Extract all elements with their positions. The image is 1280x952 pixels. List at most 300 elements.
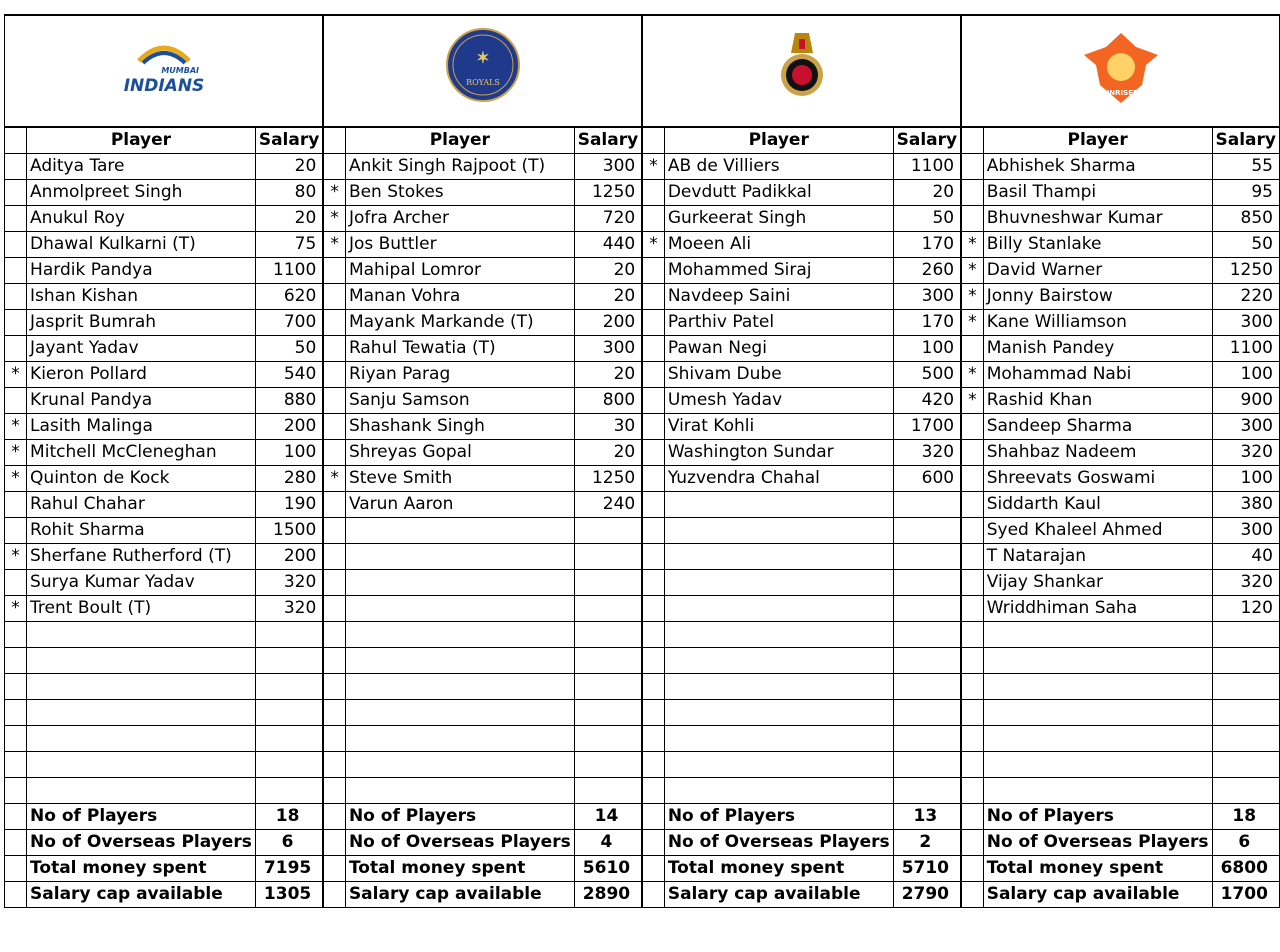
player-name: Manish Pandey <box>983 336 1212 362</box>
player-salary <box>893 518 961 544</box>
player-name: Ben Stokes <box>345 180 574 206</box>
player-name <box>345 778 574 804</box>
overseas-marker <box>642 310 664 336</box>
player-salary: 80 <box>255 180 323 206</box>
overseas-marker <box>323 284 345 310</box>
player-salary: 380 <box>1212 492 1280 518</box>
player-name <box>345 622 574 648</box>
overseas-marker <box>323 492 345 518</box>
player-salary: 320 <box>255 596 323 622</box>
salary-column-header: Salary <box>255 127 323 154</box>
player-name: Jonny Bairstow <box>983 284 1212 310</box>
player-name: David Warner <box>983 258 1212 284</box>
logo-row <box>5 15 1280 127</box>
overseas-marker <box>642 726 664 752</box>
total-money-spent-label: Total money spent <box>345 856 574 882</box>
overseas-marker: * <box>5 596 27 622</box>
overseas-marker <box>642 752 664 778</box>
player-name: Shashank Singh <box>345 414 574 440</box>
overseas-marker <box>5 518 27 544</box>
overseas-marker <box>961 570 983 596</box>
player-salary: 190 <box>255 492 323 518</box>
summary-blank <box>5 856 27 882</box>
overseas-count-label: No of Overseas Players <box>345 830 574 856</box>
overseas-marker <box>642 440 664 466</box>
player-name: Wriddhiman Saha <box>983 596 1212 622</box>
player-name: Navdeep Saini <box>664 284 893 310</box>
player-name: Hardik Pandya <box>27 258 256 284</box>
player-name: T Natarajan <box>983 544 1212 570</box>
overseas-marker <box>323 570 345 596</box>
player-name: Ishan Kishan <box>27 284 256 310</box>
svg-text:MUMBAI: MUMBAI <box>160 66 199 75</box>
player-salary <box>1212 726 1280 752</box>
player-row <box>5 544 1280 570</box>
header-star-cell <box>961 127 983 154</box>
header-star-cell <box>323 127 345 154</box>
salary-column-header: Salary <box>574 127 642 154</box>
overseas-marker <box>323 336 345 362</box>
overseas-marker <box>642 388 664 414</box>
player-salary <box>1212 674 1280 700</box>
overseas-marker <box>642 206 664 232</box>
player-salary: 50 <box>255 336 323 362</box>
overseas-marker <box>642 570 664 596</box>
player-salary: 75 <box>255 232 323 258</box>
player-name <box>664 674 893 700</box>
summary-blank <box>642 804 664 830</box>
player-name <box>983 674 1212 700</box>
player-name <box>345 700 574 726</box>
player-salary: 600 <box>893 466 961 492</box>
player-name: Umesh Yadav <box>664 388 893 414</box>
overseas-marker <box>642 518 664 544</box>
player-salary: 50 <box>1212 232 1280 258</box>
player-salary: 100 <box>1212 466 1280 492</box>
player-name: Krunal Pandya <box>27 388 256 414</box>
player-salary: 220 <box>1212 284 1280 310</box>
player-name: Gurkeerat Singh <box>664 206 893 232</box>
overseas-marker <box>323 154 345 180</box>
player-salary <box>893 648 961 674</box>
overseas-marker <box>5 622 27 648</box>
player-row <box>5 310 1280 336</box>
player-salary <box>1212 622 1280 648</box>
player-salary <box>574 778 642 804</box>
player-name <box>983 648 1212 674</box>
player-name: Lasith Malinga <box>27 414 256 440</box>
overseas-marker: * <box>642 154 664 180</box>
player-name: Shahbaz Nadeem <box>983 440 1212 466</box>
player-name <box>664 752 893 778</box>
player-salary: 1250 <box>574 466 642 492</box>
player-row <box>5 492 1280 518</box>
overseas-marker <box>961 674 983 700</box>
player-name: Virat Kohli <box>664 414 893 440</box>
player-salary: 20 <box>574 258 642 284</box>
overseas-marker <box>642 336 664 362</box>
svg-text:SUNRISERS: SUNRISERS <box>1098 89 1143 97</box>
player-salary <box>893 544 961 570</box>
player-salary <box>574 622 642 648</box>
player-name <box>983 778 1212 804</box>
player-salary <box>893 752 961 778</box>
overseas-marker <box>5 700 27 726</box>
player-name: Pawan Negi <box>664 336 893 362</box>
overseas-marker <box>5 570 27 596</box>
player-name: Siddarth Kaul <box>983 492 1212 518</box>
player-row <box>5 154 1280 180</box>
player-salary: 50 <box>893 206 961 232</box>
overseas-marker <box>323 648 345 674</box>
royal-challengers-logo-icon <box>757 25 847 109</box>
overseas-marker <box>323 726 345 752</box>
player-name <box>27 674 256 700</box>
player-name: Moeen Ali <box>664 232 893 258</box>
salary-column-header: Salary <box>1212 127 1280 154</box>
player-salary: 540 <box>255 362 323 388</box>
salary-cap-available-value: 1700 <box>1212 882 1280 908</box>
player-row <box>5 440 1280 466</box>
player-row <box>5 336 1280 362</box>
summary-blank <box>5 804 27 830</box>
svg-text:ROYALS: ROYALS <box>465 78 500 87</box>
player-salary: 260 <box>893 258 961 284</box>
overseas-count-value: 6 <box>1212 830 1280 856</box>
player-name <box>27 778 256 804</box>
player-salary: 1100 <box>1212 336 1280 362</box>
player-name: Kieron Pollard <box>27 362 256 388</box>
overseas-marker: * <box>961 258 983 284</box>
player-name <box>345 596 574 622</box>
player-name: Parthiv Patel <box>664 310 893 336</box>
player-salary: 30 <box>574 414 642 440</box>
player-name: Mahipal Lomror <box>345 258 574 284</box>
player-name: Washington Sundar <box>664 440 893 466</box>
player-name: Mitchell McCleneghan <box>27 440 256 466</box>
overseas-count-value: 2 <box>893 830 961 856</box>
overseas-marker <box>642 778 664 804</box>
player-count-label: No of Players <box>664 804 893 830</box>
overseas-marker <box>642 700 664 726</box>
player-salary: 20 <box>574 440 642 466</box>
player-salary <box>574 752 642 778</box>
player-salary: 200 <box>255 544 323 570</box>
player-name: Rohit Sharma <box>27 518 256 544</box>
player-row <box>5 674 1280 700</box>
overseas-marker: * <box>961 232 983 258</box>
team-logo-cell <box>642 15 961 127</box>
player-salary: 720 <box>574 206 642 232</box>
player-name: Quinton de Kock <box>27 466 256 492</box>
player-column-header: Player <box>664 127 893 154</box>
overseas-count-value: 4 <box>574 830 642 856</box>
overseas-marker <box>5 180 27 206</box>
team-logo-cell <box>5 15 324 127</box>
summary-blank <box>961 804 983 830</box>
player-name: Basil Thampi <box>983 180 1212 206</box>
player-count-value: 18 <box>255 804 323 830</box>
overseas-marker <box>5 258 27 284</box>
summary-blank <box>642 856 664 882</box>
overseas-marker <box>642 544 664 570</box>
salary-cap-available-label: Salary cap available <box>27 882 256 908</box>
overseas-marker <box>323 622 345 648</box>
overseas-marker: * <box>961 362 983 388</box>
player-salary: 100 <box>893 336 961 362</box>
player-name: Varun Aaron <box>345 492 574 518</box>
player-salary <box>574 726 642 752</box>
player-count-label: No of Players <box>345 804 574 830</box>
player-row <box>5 362 1280 388</box>
summary-row-overseas-count <box>5 830 1280 856</box>
player-name: Jos Buttler <box>345 232 574 258</box>
player-salary <box>574 596 642 622</box>
summary-blank <box>961 856 983 882</box>
player-count-value: 13 <box>893 804 961 830</box>
player-salary: 55 <box>1212 154 1280 180</box>
svg-text:INDIANS: INDIANS <box>123 76 204 96</box>
overseas-marker <box>323 440 345 466</box>
player-row <box>5 778 1280 804</box>
overseas-marker: * <box>5 544 27 570</box>
overseas-marker <box>5 336 27 362</box>
overseas-marker <box>961 414 983 440</box>
overseas-marker <box>323 544 345 570</box>
overseas-marker <box>5 778 27 804</box>
player-salary: 300 <box>574 336 642 362</box>
overseas-marker <box>961 622 983 648</box>
player-row <box>5 258 1280 284</box>
player-column-header: Player <box>345 127 574 154</box>
player-count-label: No of Players <box>27 804 256 830</box>
player-salary: 170 <box>893 310 961 336</box>
player-name <box>345 752 574 778</box>
overseas-marker <box>642 258 664 284</box>
overseas-marker <box>961 492 983 518</box>
header-star-cell <box>642 127 664 154</box>
player-name: Trent Boult (T) <box>27 596 256 622</box>
player-salary <box>255 648 323 674</box>
total-money-spent-value: 5710 <box>893 856 961 882</box>
overseas-count-label: No of Overseas Players <box>664 830 893 856</box>
player-salary: 100 <box>255 440 323 466</box>
player-name <box>664 570 893 596</box>
player-salary <box>255 726 323 752</box>
overseas-marker: * <box>323 206 345 232</box>
overseas-marker <box>642 414 664 440</box>
player-salary: 1500 <box>255 518 323 544</box>
player-name: Anmolpreet Singh <box>27 180 256 206</box>
player-row <box>5 232 1280 258</box>
overseas-marker <box>5 648 27 674</box>
player-name <box>345 570 574 596</box>
player-name <box>345 648 574 674</box>
player-row <box>5 596 1280 622</box>
player-name: Rahul Tewatia (T) <box>345 336 574 362</box>
player-name <box>983 752 1212 778</box>
player-row <box>5 180 1280 206</box>
player-salary <box>893 674 961 700</box>
overseas-marker <box>323 700 345 726</box>
summary-blank <box>5 882 27 908</box>
player-salary: 300 <box>574 154 642 180</box>
rajasthan-royals-logo-icon <box>438 25 528 109</box>
player-name: Rahul Chahar <box>27 492 256 518</box>
player-salary: 100 <box>1212 362 1280 388</box>
player-count-label: No of Players <box>983 804 1212 830</box>
player-name: Rashid Khan <box>983 388 1212 414</box>
player-name: Mohammed Siraj <box>664 258 893 284</box>
player-salary: 320 <box>1212 570 1280 596</box>
salary-cap-available-value: 2790 <box>893 882 961 908</box>
player-salary: 620 <box>255 284 323 310</box>
player-name: Syed Khaleel Ahmed <box>983 518 1212 544</box>
team-logo <box>119 25 209 117</box>
summary-row-player-count <box>5 804 1280 830</box>
overseas-count-label: No of Overseas Players <box>27 830 256 856</box>
overseas-marker: * <box>961 388 983 414</box>
player-salary: 320 <box>1212 440 1280 466</box>
player-name <box>664 544 893 570</box>
player-salary <box>574 518 642 544</box>
player-salary: 20 <box>255 206 323 232</box>
player-salary: 1250 <box>574 180 642 206</box>
player-salary: 1100 <box>255 258 323 284</box>
summary-blank <box>323 882 345 908</box>
player-salary: 300 <box>1212 310 1280 336</box>
player-name <box>664 492 893 518</box>
player-salary <box>574 700 642 726</box>
overseas-marker <box>642 648 664 674</box>
overseas-marker: * <box>5 362 27 388</box>
player-salary: 320 <box>893 440 961 466</box>
summary-blank <box>961 882 983 908</box>
player-name: Steve Smith <box>345 466 574 492</box>
player-salary: 320 <box>255 570 323 596</box>
overseas-marker: * <box>961 310 983 336</box>
overseas-marker <box>961 778 983 804</box>
overseas-marker <box>961 648 983 674</box>
summary-blank <box>323 856 345 882</box>
svg-text:✶: ✶ <box>476 48 490 67</box>
player-salary <box>574 648 642 674</box>
player-salary <box>893 700 961 726</box>
overseas-marker: * <box>642 232 664 258</box>
overseas-marker: * <box>323 466 345 492</box>
player-name <box>664 622 893 648</box>
player-name: Surya Kumar Yadav <box>27 570 256 596</box>
overseas-marker <box>642 622 664 648</box>
player-salary <box>255 622 323 648</box>
overseas-marker: * <box>323 232 345 258</box>
player-name: Aditya Tare <box>27 154 256 180</box>
player-row <box>5 388 1280 414</box>
player-name <box>345 518 574 544</box>
overseas-marker <box>5 284 27 310</box>
player-name: Jasprit Bumrah <box>27 310 256 336</box>
salary-cap-available-label: Salary cap available <box>664 882 893 908</box>
summary-blank <box>642 830 664 856</box>
overseas-marker <box>961 336 983 362</box>
player-name: Ankit Singh Rajpoot (T) <box>345 154 574 180</box>
player-name: Sanju Samson <box>345 388 574 414</box>
total-money-spent-label: Total money spent <box>664 856 893 882</box>
player-name: Billy Stanlake <box>983 232 1212 258</box>
player-salary <box>255 778 323 804</box>
player-name <box>664 778 893 804</box>
player-salary: 1700 <box>893 414 961 440</box>
player-salary <box>1212 700 1280 726</box>
summary-blank <box>642 882 664 908</box>
player-count-value: 18 <box>1212 804 1280 830</box>
total-money-spent-label: Total money spent <box>27 856 256 882</box>
player-salary: 20 <box>893 180 961 206</box>
player-name: Manan Vohra <box>345 284 574 310</box>
summary-blank <box>5 830 27 856</box>
player-count-value: 14 <box>574 804 642 830</box>
overseas-marker <box>5 492 27 518</box>
salary-cap-available-value: 1305 <box>255 882 323 908</box>
overseas-marker <box>961 154 983 180</box>
player-salary: 1250 <box>1212 258 1280 284</box>
player-row <box>5 622 1280 648</box>
player-salary <box>255 674 323 700</box>
player-salary: 20 <box>574 362 642 388</box>
player-row <box>5 648 1280 674</box>
team-logo-cell <box>323 15 642 127</box>
player-column-header: Player <box>983 127 1212 154</box>
player-row <box>5 466 1280 492</box>
player-name: Jayant Yadav <box>27 336 256 362</box>
player-row <box>5 518 1280 544</box>
player-salary <box>893 570 961 596</box>
header-star-cell <box>5 127 27 154</box>
player-name: Mayank Markande (T) <box>345 310 574 336</box>
player-row <box>5 700 1280 726</box>
player-salary: 280 <box>255 466 323 492</box>
player-salary: 900 <box>1212 388 1280 414</box>
player-name <box>983 726 1212 752</box>
player-row <box>5 206 1280 232</box>
overseas-marker <box>5 674 27 700</box>
overseas-count-label: No of Overseas Players <box>983 830 1212 856</box>
overseas-marker <box>323 752 345 778</box>
player-salary: 800 <box>574 388 642 414</box>
team-logo <box>438 25 528 117</box>
summary-blank <box>961 830 983 856</box>
total-money-spent-label: Total money spent <box>983 856 1212 882</box>
team-logo <box>757 25 847 117</box>
player-name <box>27 752 256 778</box>
player-name <box>664 518 893 544</box>
player-salary: 20 <box>574 284 642 310</box>
overseas-marker <box>961 726 983 752</box>
overseas-marker <box>5 310 27 336</box>
overseas-marker <box>961 440 983 466</box>
player-name: Jofra Archer <box>345 206 574 232</box>
sunrisers-logo-icon <box>1076 25 1166 109</box>
player-name <box>664 648 893 674</box>
player-row <box>5 284 1280 310</box>
overseas-marker <box>642 492 664 518</box>
player-salary <box>255 700 323 726</box>
player-row <box>5 726 1280 752</box>
player-salary: 95 <box>1212 180 1280 206</box>
player-salary: 420 <box>893 388 961 414</box>
overseas-marker <box>961 206 983 232</box>
overseas-marker <box>642 596 664 622</box>
